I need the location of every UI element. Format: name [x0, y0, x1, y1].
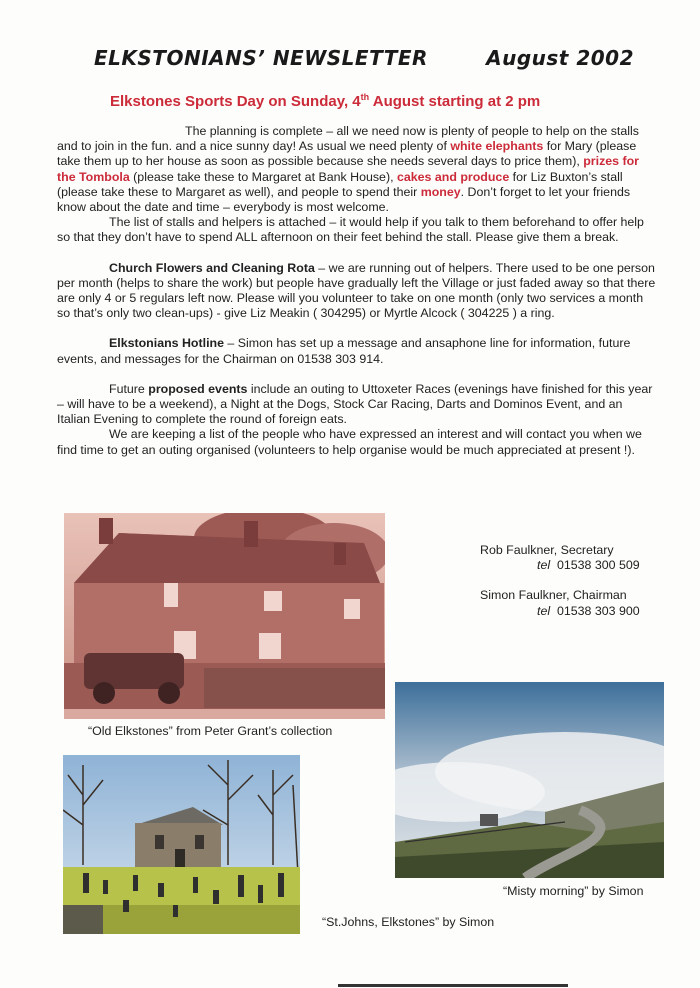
chairman-name: Simon Faulkner, Chairman — [480, 588, 627, 603]
cakes-produce: cakes and produce — [396, 169, 510, 184]
outing-paragraph: We are keeping a list of the people who have expressed an interest and will contact you when we find time to get an outing organised (volunteers to help organise would be much appreciated at present !). — [57, 427, 642, 457]
tel-label: tel — [537, 558, 551, 573]
text-run: The planning is complete – all we need now is plenty of people to help on the stalls and to join in the fun. and a nice sunny day! As usual we need plenty of — [57, 124, 639, 154]
text-run: for Liz Buxton’s stall (please take these to Margaret as well), and people to spend their — [57, 169, 623, 199]
white-elephants: white elephants — [450, 139, 544, 154]
misty-morning-caption: “Misty morning” by Simon — [503, 884, 644, 898]
text-run: for Mary (please take them up to her house as soon as possible because she needs several days to price them), — [57, 139, 637, 169]
masthead — [94, 46, 634, 70]
tel-label: tel — [537, 603, 551, 618]
church-paragraph — [57, 261, 657, 322]
newsletter-date: August 2002 — [486, 46, 634, 70]
contacts — [480, 543, 640, 619]
st-johns-photo — [63, 755, 300, 934]
headline-text: Elkstones Sports Day on Sunday, 4 — [110, 93, 361, 110]
page-bottom-rule — [338, 984, 568, 987]
text-run: – we are running out of helpers. There used to be one person per month (helps to share the work) but people have gradually left the Village or just faded away so that there are only 4 or 5 regulars left now. Please will you volunteer to take on one month (only two services a month so that’s only two clean-ups) - give Liz Meakin ( 304295) or Myrtle Alcock ( 304225 ) a ring. — [57, 260, 656, 321]
events-paragraph — [57, 382, 657, 428]
text-run: include an outing to Uttoxeter Races (evenings have finished for this year – will have to be a weekend), a Night at the Dogs, Stock Car Racing, Darts and Dominos Event, and an Italian Evening to complete the round of foreign eats. — [57, 381, 653, 427]
headline-text-end: August starting at 2 pm — [369, 93, 541, 110]
text-run: – Simon has set up a message and ansaphone line for information, future events, and messages for the Chairman on 01538 303 914. — [57, 336, 631, 366]
secretary-name: Rob Faulkner, Secretary — [480, 543, 614, 557]
misty-morning-photo — [395, 682, 664, 878]
text-run: Future — [109, 381, 149, 396]
text-run: (please take these to Margaret at Bank House), — [129, 169, 397, 184]
sports-day-headline — [110, 92, 610, 110]
hotline-paragraph — [57, 336, 657, 366]
old-elkstones-caption: “Old Elkstones” from Peter Grant’s collection — [88, 724, 333, 738]
secretary-tel — [480, 558, 640, 573]
headline-sup: th — [360, 92, 370, 102]
hotline-heading: Elkstonians Hotline — [109, 336, 224, 351]
money: money — [420, 184, 461, 199]
tel-number: 01538 300 509 — [556, 558, 640, 573]
church-heading: Church Flowers and Cleaning Rota — [109, 260, 315, 275]
old-elkstones-photo — [64, 513, 385, 719]
events-heading: proposed events — [148, 381, 248, 396]
article-body — [57, 124, 657, 458]
newsletter-title: ELKSTONIANS’ NEWSLETTER — [94, 46, 428, 70]
sports-day-paragraph — [57, 124, 657, 215]
chairman-tel — [480, 604, 640, 619]
stalls-paragraph: The list of stalls and helpers is attached – it would help if you talk to them beforehand to offer help so that they don’t have to spend ALL afternoon on their feet behind the stall. Please give them a break. — [57, 215, 644, 245]
tombola: prizes for the Tombola — [57, 154, 640, 184]
st-johns-caption: “St.Johns, Elkstones” by Simon — [322, 915, 495, 929]
text-run: . Don’t forget to let your friends know about the date and time – everybody is most welcome. — [57, 184, 631, 215]
tel-number: 01538 303 900 — [556, 603, 640, 618]
